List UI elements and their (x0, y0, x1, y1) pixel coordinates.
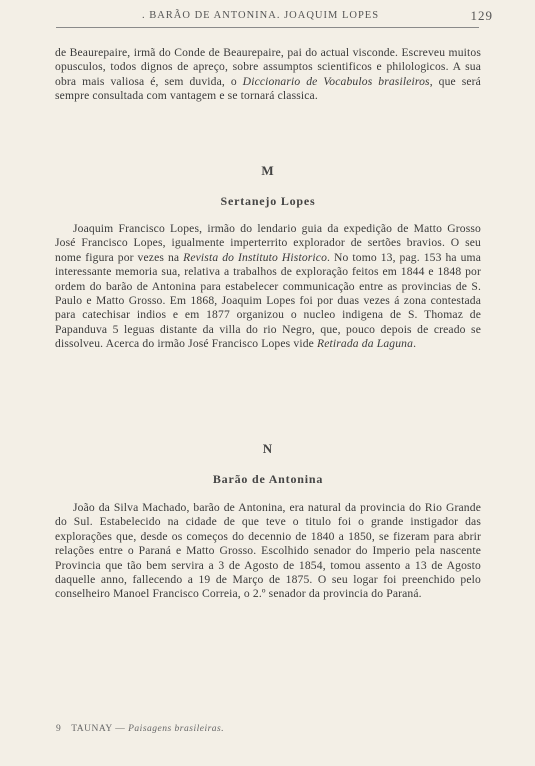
section-letter-m: M (261, 163, 275, 178)
footer-signature (56, 724, 224, 734)
section-m (55, 163, 481, 179)
page-number: 129 (470, 8, 493, 23)
section-heading-barao-de-antonina: Barão de Antonina (212, 472, 324, 486)
section-heading-sertanejo-lopes: Sertanejo Lopes (220, 194, 316, 208)
sertanejo-lopes-paragraph: Joaquim Francisco Lopes, irmão do lendario guia da expedição de Matto Grosso José Francisco Lopes, igualmente imperterrito explorador de sertões bravios. O seu nome figura por vezes na Revista do Instituto Historico. No tomo 13, pag. 153 ha uma interessante memoria sua, relativa a trabalhos de exploração feitos em 1844 e 1848 por ordem do barão de Antonina para estabelecer communicação entre as provincias de S. Paulo e Matto Grosso. Em 1868, Joaquim Lopes foi por duas vezes á zona contestada para catechisar indios e em 1877 organizou o nucleo indigena de S. Thomaz de Papanduva 5 leguas distante da villa do rio Negro, que, pouco depois de creado se dissolveu. Acerca do irmão José Francisco Lopes vide Retirada da Laguna. (55, 222, 481, 351)
section-letter-n: N (262, 441, 274, 456)
signature-mark: 9 (56, 724, 62, 734)
section-m-heading-wrap (55, 194, 481, 209)
running-title: . BARÃO DE ANTONINA. JOAQUIM LOPES (141, 10, 380, 21)
journal-title: Revista do Instituto Historico (183, 250, 328, 264)
intro-block (55, 46, 481, 104)
section-m-body (55, 222, 481, 352)
dictionary-title: Diccionario de Vocabulos brasileiros (242, 74, 430, 88)
intro-paragraph: de Beaurepaire, irmã do Conde de Beaurepaire, pai do actual visconde. Escreveu muitos opusculos, todos dignos de apreço, sobre assumptos scientificos e philologicos. A sua obra mais valiosa é, sem duvida, o Diccionario de Vocabulos brasileiros, que será sempre consultada com vantagem e se tornará classica. (55, 46, 481, 103)
barao-de-antonina-paragraph: João da Silva Machado, barão de Antonina, era natural da provincia do Rio Grande do Sul. Estabelecido na cidade de que teve o titulo foi o grande instigador das explorações que, desde os começos do decennio de 1840 a 1850, se fizeram para abrir relações entre o Paraná e Matto Grosso. Escolhido senador do Imperio pela nascente Provincia que tão bem servira a 3 de Agosto de 1854, tomou assento a 13 de Agosto daquelle anno, fallecendo a 19 de Março de 1875. O seu logar foi preenchido pelo conselheiro Manoel Francisco Correia, o 2.º senador da provincia do Paraná. (55, 501, 481, 601)
footer-author: TAUNAY — (71, 724, 129, 734)
section-n-body (55, 501, 481, 602)
header-rule (56, 27, 479, 28)
reference-title: Retirada da Laguna (316, 337, 414, 351)
section-n-heading-wrap (55, 472, 481, 487)
footer-work: Paisagens brasileiras. (128, 724, 225, 734)
section-n (55, 441, 481, 457)
